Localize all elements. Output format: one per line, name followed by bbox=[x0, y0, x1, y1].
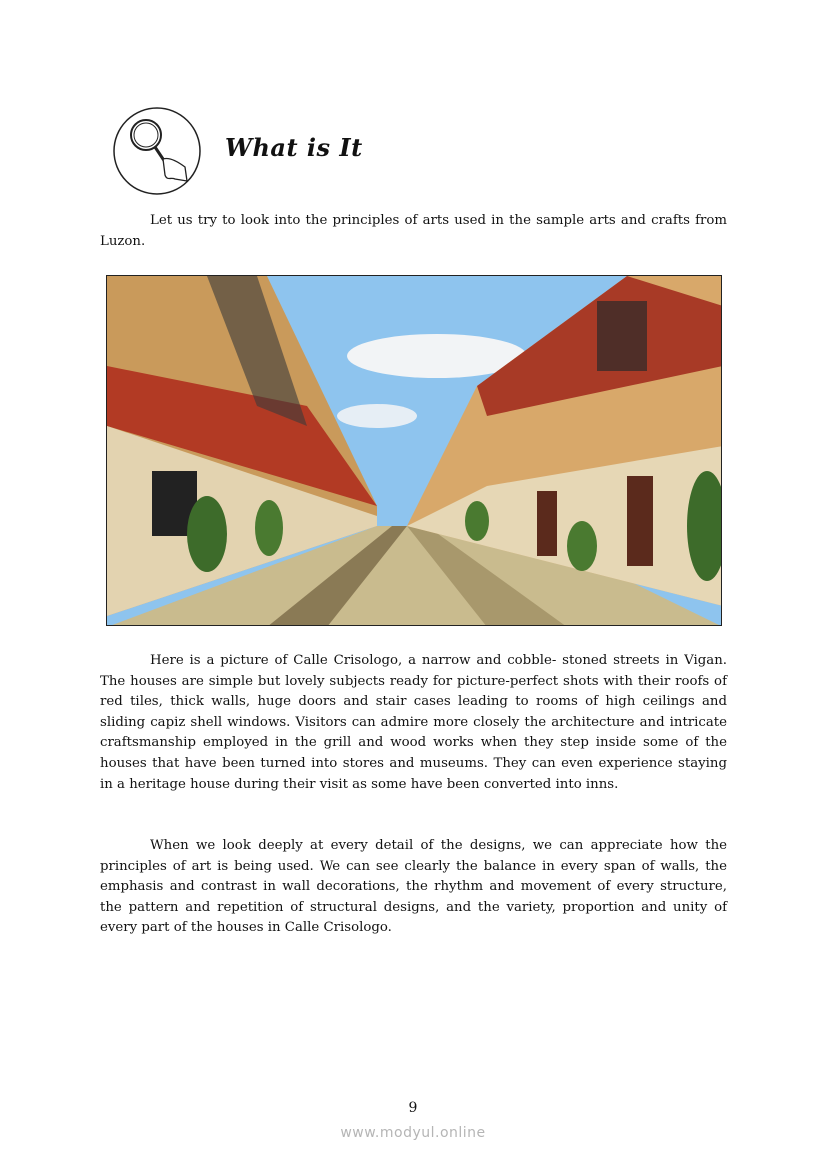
description-paragraph: Here is a picture of Calle Crisologo, a narrow and cobble- stoned streets in Vigan. The houses are simple but lovely subjects ready for picture-perfect shots with their roofs of red tiles, thick walls, huge doors and stair cases leading to rooms of high ceilings and sliding capiz shell windows. Visitors can admire more closely the architecture and intricate craftsmanship employed in the grill and wood works when they step inside some of the houses that have been turned into stores and museums. They can even experience staying in a heritage house during their visit as some have been converted into inns. bbox=[100, 653, 727, 792]
watermark: www.modyul.online bbox=[340, 1125, 486, 1141]
principles-paragraph: When we look deeply at every detail of the designs, we can appreciate how the principles of art is being used. We can see clearly the balance in every span of walls, the emphasis and contrast in wall decorations, the rhythm and movement of every structure, the pattern and repetition of structural designs, and the variety, proportion and unity of every part of the houses in Calle Crisologo. bbox=[100, 838, 727, 936]
intro-paragraph: Let us try to look into the principles of arts used in the sample arts and crafts from Luzon. bbox=[100, 213, 727, 249]
magnifying-glass-in-hand-icon bbox=[113, 107, 201, 195]
section-title: What is It bbox=[225, 133, 363, 162]
calle-crisologo-photo bbox=[106, 275, 722, 626]
page-number: 9 bbox=[408, 1100, 418, 1116]
